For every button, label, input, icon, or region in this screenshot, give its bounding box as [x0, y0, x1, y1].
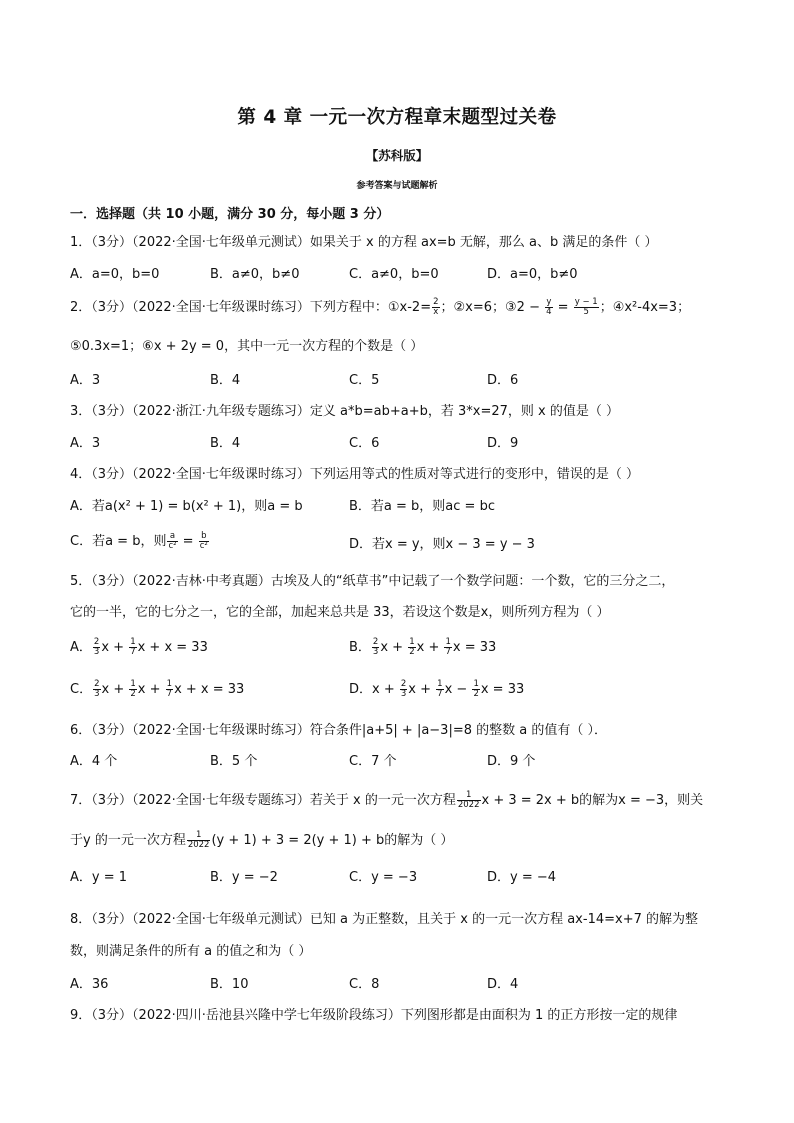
answer-note: 参考答案与试题解析	[356, 181, 438, 191]
q2-option-c: C．5	[349, 373, 380, 388]
question-6: 6．（3分）（2022·全国·七年级课时练习）符合条件|a+5| + |a−3|=8 的整数 a 的值有（ ）．	[70, 723, 607, 738]
question-9: 9．（3分）（2022·四川·岳池县兴隆中学七年级阶段练习）下列图形都是由面积为 1 的正方形按一定的规律	[70, 1008, 678, 1023]
q7-fraction-1: $\frac{1}{2022}$	[457, 790, 480, 810]
q4-option-c: C．若a = b，则 $\frac{a}{\text{c²}}$ = $\frac{b}{\text{c²}}$	[70, 531, 208, 551]
q5-a-fraction-1: $\frac{2}{3}$	[93, 637, 100, 657]
q7-fraction-2: $\frac{1}{2022}$	[187, 830, 210, 850]
q5-b-fraction-1: $\frac{2}{3}$	[372, 637, 379, 657]
q2-option-b: B．4	[210, 373, 241, 388]
question-5-line-2: 它的一半，它的七分之一，它的全部，加起来总共是 33，若设这个数是x，则所列方程为（ ）	[70, 605, 610, 620]
q1-option-b: B．a≠0，b≠0	[210, 267, 300, 282]
q4-option-a: A．若a(x² + 1) = b(x² + 1)，则a = b	[70, 499, 303, 514]
q5-option-a: A． $\frac{2}{3}$ x + $\frac{1}{7}$ x + x = 33	[70, 637, 208, 657]
q8-option-a: A．36	[70, 977, 109, 992]
question-7-line-2: 于y 的一元一次方程 $\frac{1}{2022}$ (y + 1) + 3 = 2(y + 1) + b的解为（ ）	[70, 830, 454, 850]
q3-option-b: B．4	[210, 436, 241, 451]
q1-option-a: A．a=0，b=0	[70, 267, 160, 282]
q4-option-b: B．若a = b，则ac = bc	[349, 499, 495, 514]
section-heading: 一．选择题（共 10 小题，满分 30 分，每小题 3 分）	[70, 207, 390, 222]
q2-suffix: ；④x²-4x=3；	[599, 300, 691, 315]
q8-option-b: B．10	[210, 977, 249, 992]
q5-b-fraction-3: $\frac{1}{7}$	[445, 637, 451, 657]
q2-option-a: A．3	[70, 373, 101, 388]
question-4: 4．（3分）（2022·全国·七年级课时练习）下列运用等式的性质对等式进行的变形中，错误的是（ ）	[70, 467, 640, 482]
q5-option-d: D．x + $\frac{2}{3}$ x + $\frac{1}{7}$ x − $\frac{1}{2}$ x = 33	[349, 679, 525, 699]
q4-option-d: D．若x = y，则x − 3 = y − 3	[349, 537, 535, 552]
q6-option-a: A．4 个	[70, 754, 118, 769]
q2-fraction-1: $\frac{2}{x}$	[433, 297, 439, 317]
q1-option-d: D．a=0，b≠0	[487, 267, 578, 282]
q1-option-c: C．a≠0，b=0	[349, 267, 439, 282]
edition-label: 【苏科版】	[365, 148, 429, 163]
question-3: 3．（3分）（2022·浙江·九年级专题练习）定义 a*b=ab+a+b，若 3*x=27，则 x 的值是（ ）	[70, 404, 619, 419]
question-1: 1．（3分）（2022·全国·七年级单元测试）如果关于 x 的方程 ax=b 无解，那么 a、b 满足的条件（ ）	[70, 235, 658, 250]
question-2	[70, 296, 690, 317]
question-2-line-2: ⑤0.3x=1；⑥x + 2y = 0，其中一元一次方程的个数是（ ）	[70, 339, 424, 354]
q6-option-b: B．5 个	[210, 754, 258, 769]
q6-option-d: D．9 个	[487, 754, 536, 769]
q5-a-fraction-2: $\frac{1}{7}$	[130, 637, 136, 657]
question-8-line-2: 数，则满足条件的所有 a 的值之和为（ ）	[70, 944, 312, 959]
q3-option-c: C．6	[349, 436, 380, 451]
q8-option-d: D．4	[487, 977, 519, 992]
q2-fraction-2: $\frac{y}{4}$	[546, 297, 552, 317]
question-8: 8．（3分）（2022·全国·七年级单元测试）已知 a 为正整数，且关于 x 的一元一次方程 ax-14=x+7 的解为整	[70, 912, 698, 927]
q7-option-a: A．y = 1	[70, 870, 128, 885]
q2-prefix: 2．（3分）（2022·全国·七年级课时练习）下列方程中：①x-2=	[70, 300, 432, 315]
q2-mid-2: =	[553, 300, 573, 315]
page-title: 第 4 章 一元一次方程章末题型过关卷	[237, 107, 557, 128]
q2-mid-1: ；②x=6；③2 −	[440, 300, 545, 315]
q7-option-b: B．y = −2	[210, 870, 278, 885]
q3-option-a: A．3	[70, 436, 101, 451]
q4-c-fraction-1: $\frac{a}{\text{c²}}$	[168, 531, 177, 551]
q6-option-c: C．7 个	[349, 754, 397, 769]
q5-d-fraction-2: $\frac{1}{7}$	[437, 679, 443, 699]
q5-c-fraction-3: $\frac{1}{7}$	[166, 679, 173, 699]
q5-d-fraction-1: $\frac{2}{3}$	[400, 679, 407, 699]
q7-option-c: C．y = −3	[349, 870, 418, 885]
q3-option-d: D．9	[487, 436, 519, 451]
q5-b-fraction-2: $\frac{1}{2}$	[409, 637, 415, 657]
q2-option-d: D．6	[487, 373, 519, 388]
q7-option-d: D．y = −4	[487, 870, 557, 885]
question-5: 5．（3分）（2022·吉林·中考真题）古埃及人的“纸草书”中记载了一个数学问题：一个数，它的三分之二，	[70, 574, 675, 589]
q4-c-fraction-2: $\frac{b}{\text{c²}}$	[199, 531, 208, 551]
q5-option-b: B． $\frac{2}{3}$ x + $\frac{1}{2}$ x + $\frac{1}{7}$ x = 33	[349, 637, 497, 657]
q5-d-fraction-3: $\frac{1}{2}$	[473, 679, 479, 699]
q2-fraction-3: $\frac{y - 1}{5}$	[574, 297, 598, 317]
q8-option-c: C．8	[349, 977, 380, 992]
q5-c-fraction-2: $\frac{1}{2}$	[130, 679, 136, 699]
q5-option-c: C． $\frac{2}{3}$ x + $\frac{1}{2}$ x + $\frac{1}{7}$ x + x = 33	[70, 679, 245, 699]
question-7: 7．（3分）（2022·全国·七年级专题练习）若关于 x 的一元一次方程 $\frac{1}{2022}$ x + 3 = 2x + b的解为x = −3，则关	[70, 790, 704, 810]
q5-c-fraction-1: $\frac{2}{3}$	[94, 679, 100, 699]
